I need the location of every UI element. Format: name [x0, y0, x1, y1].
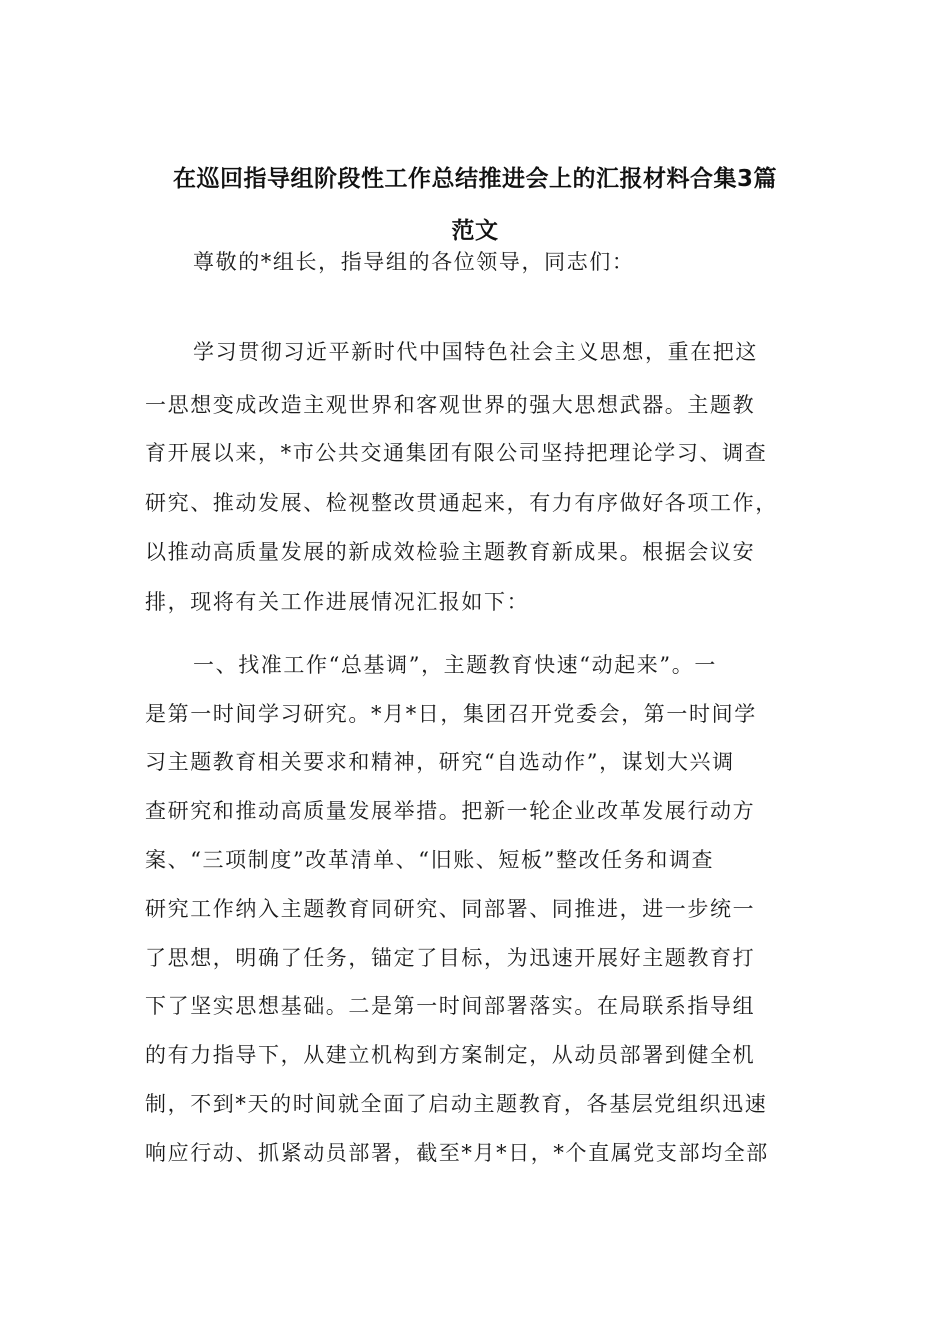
paragraph-2-line: 查研究和推动高质量发展举措。把新一轮企业改革发展行动方 — [145, 799, 756, 823]
paragraph-2-line: 下了坚实思想基础。二是第一时间部署落实。在局联系指导组 — [145, 994, 756, 1018]
paragraph-2-line: 响应行动、抓紧动员部署，截至*月*日，*个直属党支部均全部 — [145, 1141, 769, 1165]
paragraph-2-line: 制，不到*天的时间就全面了启动主题教育，各基层党组织迅速 — [145, 1092, 768, 1116]
paragraph-1-line: 一思想变成改造主观世界和客观世界的强大思想武器。主题教 — [145, 393, 756, 417]
paragraph-1-line: 育开展以来，*市公共交通集团有限公司坚持把理论学习、调查 — [145, 441, 768, 465]
paragraph-2-line: 了思想，明确了任务，锚定了目标，为迅速开展好主题教育打 — [145, 946, 756, 970]
paragraph-2-line: 一、找准工作“总基调”，主题教育快速“动起来”。一 — [193, 653, 717, 677]
document-title-line-1: 在巡回指导组阶段性工作总结推进会上的汇报材料合集3篇 — [172, 166, 777, 192]
paragraph-1-line: 排，现将有关工作进展情况汇报如下： — [145, 590, 530, 614]
paragraph-2-line: 的有力指导下，从建立机构到方案制定，从动员部署到健全机 — [145, 1043, 756, 1067]
paragraph-2-line: 研究工作纳入主题教育同研究、同部署、同推进，进一步统一 — [145, 897, 756, 921]
paragraph-1-line: 学习贯彻习近平新时代中国特色社会主义思想，重在把这 — [193, 340, 758, 364]
paragraph-1-line: 以推动高质量发展的新成效检验主题教育新成果。根据会议安 — [145, 540, 756, 564]
paragraph-1-line: 研究、推动发展、检视整改贯通起来，有力有序做好各项工作， — [145, 491, 778, 515]
document-title-line-2: 范文 — [451, 218, 499, 244]
salutation: 尊敬的*组长，指导组的各位领导，同志们： — [193, 250, 635, 274]
paragraph-2-line: 是第一时间学习研究。*月*日，集团召开党委会，第一时间学 — [145, 702, 757, 726]
paragraph-2-line: 习主题教育相关要求和精神，研究“自选动作”，谋划大兴调 — [145, 750, 735, 774]
paragraph-2-line: 案、“三项制度”改革清单、“旧账、短板”整改任务和调查 — [145, 848, 715, 872]
